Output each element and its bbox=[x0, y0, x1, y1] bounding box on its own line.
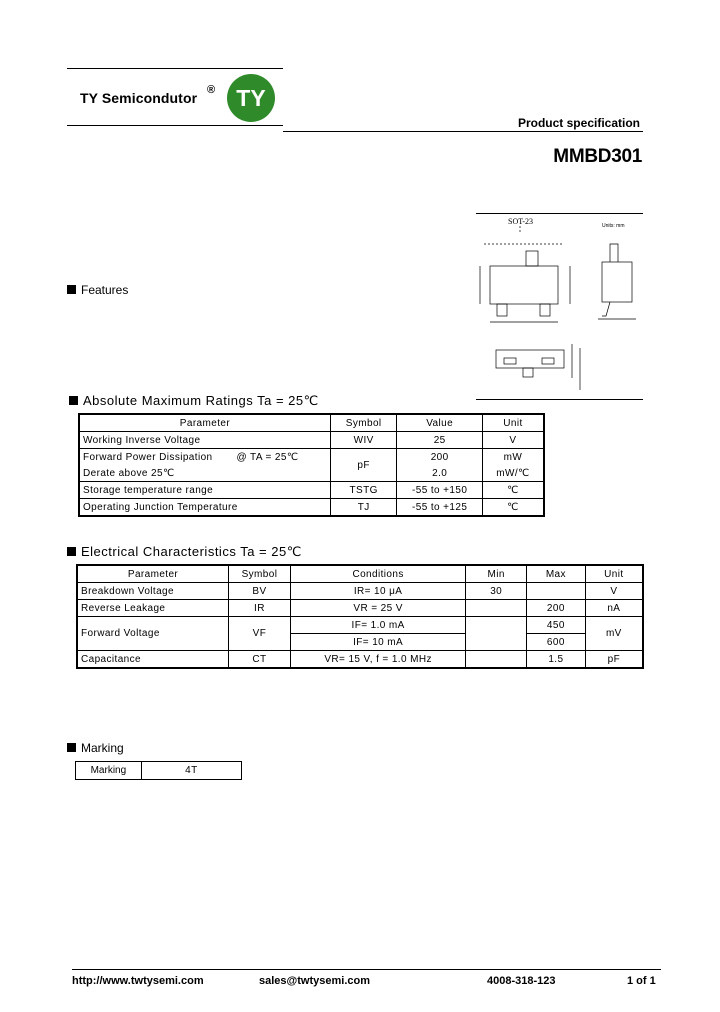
marking-heading: Marking bbox=[67, 741, 124, 755]
footer-website[interactable]: http://www.twtysemi.com bbox=[72, 975, 204, 987]
table-row: Storage temperature range TSTG -55 to +150 ℃ bbox=[79, 482, 544, 499]
part-number: MMBD301 bbox=[553, 146, 642, 167]
company-logo: TY bbox=[227, 74, 275, 122]
footer-email[interactable]: sales@twtysemi.com bbox=[259, 975, 370, 987]
abs-max-heading: Absolute Maximum Ratings Ta = 25℃ bbox=[69, 393, 319, 409]
footer-page-number: 1 of 1 bbox=[627, 975, 656, 987]
marking-table bbox=[75, 761, 242, 780]
header-right-rule bbox=[283, 131, 643, 132]
table-row: Forward Power Dissipation @ TA = 25℃ pF 200 mW bbox=[79, 449, 544, 466]
footer-rule bbox=[72, 969, 661, 970]
square-bullet-icon bbox=[67, 285, 76, 294]
table-row: Breakdown Voltage BV IR= 10 μA 30 V bbox=[77, 583, 643, 600]
company-name: TY Semicondutor bbox=[80, 90, 198, 106]
header-top-rule bbox=[67, 68, 283, 69]
registered-mark: ® bbox=[207, 84, 216, 96]
electrical-table bbox=[76, 564, 644, 669]
document-type: Product specification bbox=[517, 116, 640, 130]
table-row: Derate above 25℃ 2.0 mW/℃ bbox=[79, 465, 544, 482]
table-row: Capacitance CT VR= 15 V, f = 1.0 MHz 1.5 pF bbox=[77, 651, 643, 669]
square-bullet-icon bbox=[67, 743, 76, 752]
abs-max-table bbox=[78, 413, 545, 517]
package-name: SOT-23 bbox=[508, 217, 534, 226]
table-row: Forward Voltage VF IF= 1.0 mA 450 mV bbox=[77, 617, 643, 634]
square-bullet-icon bbox=[69, 396, 78, 405]
features-heading: Features bbox=[67, 283, 128, 297]
electrical-heading: Electrical Characteristics Ta = 25℃ bbox=[67, 544, 302, 560]
table-header-row: Parameter Symbol Value Unit bbox=[79, 414, 544, 432]
footer-phone: 4008-318-123 bbox=[487, 975, 556, 987]
table-row: Working Inverse Voltage WIV 25 V bbox=[79, 432, 544, 449]
table-row: IF= 10 mA 600 bbox=[77, 634, 643, 651]
header-left-rule bbox=[67, 125, 283, 126]
table-row: Marking 4T bbox=[76, 762, 242, 780]
package-unit-note: Units: mm bbox=[602, 223, 625, 229]
sot23-outline-drawing bbox=[476, 214, 643, 399]
square-bullet-icon bbox=[67, 547, 76, 556]
table-row: Reverse Leakage IR VR = 25 V 200 nA bbox=[77, 600, 643, 617]
table-row: Operating Junction Temperature TJ -55 to +125 ℃ bbox=[79, 499, 544, 517]
table-header-row: Parameter Symbol Conditions Min Max Unit bbox=[77, 565, 643, 583]
package-drawing bbox=[476, 213, 643, 400]
